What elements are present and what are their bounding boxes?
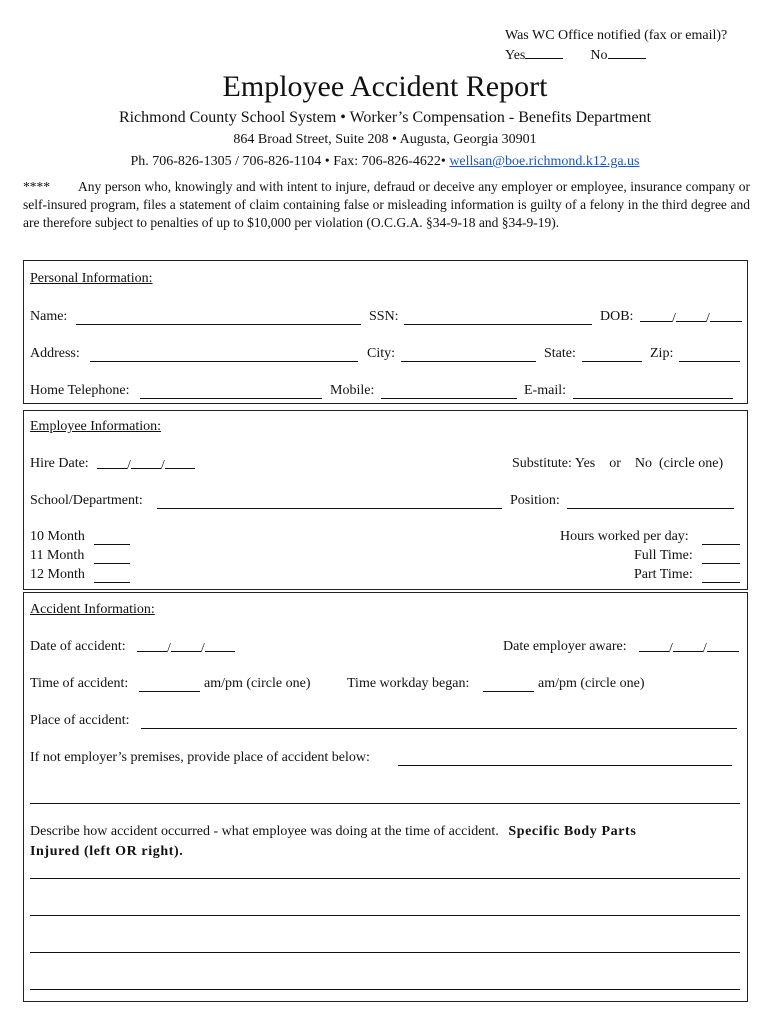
employee-info-heading: Employee Information: <box>30 419 162 434</box>
phone-fax: Ph. 706-826-1305 / 706-826-1104 • Fax: 706-826-4622• <box>130 154 446 169</box>
month11-label: 11 Month <box>30 548 85 563</box>
contact-line <box>0 154 770 170</box>
describe-line-c[interactable] <box>30 952 740 953</box>
ssn-label: SSN: <box>369 309 399 324</box>
wc-notified-answer <box>505 46 646 64</box>
fraud-warning <box>23 178 750 232</box>
name-field[interactable] <box>76 324 361 325</box>
time-workday-field[interactable] <box>483 691 534 692</box>
part-time-field[interactable] <box>702 582 740 583</box>
month12-field[interactable] <box>94 582 130 583</box>
body-parts-label-1: Specific Body Parts <box>508 824 637 839</box>
full-time-field[interactable] <box>702 563 740 564</box>
date-employer-aware-field[interactable]: / / <box>639 639 739 657</box>
describe-label: Describe how accident occurred - what employee was doing at the time of accident. <box>30 824 499 839</box>
city-field[interactable] <box>401 361 536 362</box>
date-of-accident-field[interactable]: / / <box>137 639 235 657</box>
warning-stars: **** <box>23 179 50 194</box>
full-time-label: Full Time: <box>634 548 693 563</box>
place-field[interactable] <box>141 728 737 729</box>
part-time-label: Part Time: <box>634 567 693 582</box>
school-dept-field[interactable] <box>157 508 502 509</box>
month12-label: 12 Month <box>30 567 85 582</box>
email-label: E-mail: <box>524 383 566 398</box>
not-premises-field[interactable] <box>398 765 732 766</box>
school-dept-label: School/Department: <box>30 493 143 508</box>
substitute-choice[interactable]: Substitute: Yes or No (circle one) <box>512 456 724 471</box>
hire-date-field[interactable]: / / <box>97 456 195 474</box>
dob-field[interactable]: / / <box>640 309 742 327</box>
describe-line-1 <box>30 824 636 840</box>
state-label: State: <box>544 346 576 361</box>
ampm-choice-1[interactable]: am/pm (circle one) <box>204 676 311 691</box>
page-subtitle: Richmond County School System • Worker’s Compensation - Benefits Department <box>118 109 652 126</box>
describe-line-b[interactable] <box>30 915 740 916</box>
date-employer-aware-label: Date employer aware: <box>503 639 627 654</box>
month10-label: 10 Month <box>30 529 85 544</box>
wc-yes-label: Yes <box>505 48 526 63</box>
dob-label: DOB: <box>600 309 634 324</box>
city-label: City: <box>367 346 396 361</box>
time-workday-label: Time workday began: <box>347 676 470 691</box>
page-title: Employee Accident Report <box>222 70 548 103</box>
describe-line-d[interactable] <box>30 989 740 990</box>
month10-field[interactable] <box>94 544 130 545</box>
position-field[interactable] <box>567 508 734 509</box>
address-label: Address: <box>30 346 80 361</box>
hire-date-label: Hire Date: <box>30 456 89 471</box>
position-label: Position: <box>510 493 560 508</box>
ssn-field[interactable] <box>404 324 592 325</box>
date-of-accident-label: Date of accident: <box>30 639 126 654</box>
wc-no-blank[interactable] <box>608 46 646 59</box>
body-parts-label-2: Injured (left OR right). <box>30 844 184 859</box>
zip-label: Zip: <box>650 346 674 361</box>
name-label: Name: <box>30 309 68 324</box>
time-of-accident-field[interactable] <box>139 691 200 692</box>
address-field[interactable] <box>90 361 358 362</box>
month11-field[interactable] <box>94 563 130 564</box>
hours-per-day-label: Hours worked per day: <box>560 529 689 544</box>
wc-no-label: No <box>590 48 608 63</box>
personal-info-heading: Personal Information: <box>30 271 153 286</box>
email-link[interactable]: wellsan@boe.richmond.k12.ga.us <box>449 154 640 169</box>
mobile-field[interactable] <box>381 398 517 399</box>
zip-field[interactable] <box>679 361 740 362</box>
home-phone-label: Home Telephone: <box>30 383 130 398</box>
office-address: 864 Broad Street, Suite 208 • Augusta, Georgia 30901 <box>233 132 537 147</box>
mobile-label: Mobile: <box>330 383 375 398</box>
wc-yes-blank[interactable] <box>525 46 563 59</box>
not-premises-line-2[interactable] <box>30 803 740 804</box>
describe-line-a[interactable] <box>30 878 740 879</box>
not-premises-label: If not employer’s premises, provide place of accident below: <box>30 750 370 765</box>
home-phone-field[interactable] <box>140 398 322 399</box>
email-field[interactable] <box>573 398 733 399</box>
hours-per-day-field[interactable] <box>702 544 740 545</box>
warning-text: Any person who, knowingly and with intent to injure, defraud or deceive any employer or employee, insurance company or self-insured program, files a statement of claim containing false or misleading information is guilty of a felony in the third degree and are therefore subject to penalties of up to $10,000 per violation (O.C.G.A. §34-9-18 and §34-9-19). <box>23 179 750 230</box>
place-label: Place of accident: <box>30 713 130 728</box>
accident-info-heading: Accident Information: <box>30 602 155 617</box>
time-of-accident-label: Time of accident: <box>30 676 129 691</box>
ampm-choice-2[interactable]: am/pm (circle one) <box>538 676 645 691</box>
state-field[interactable] <box>582 361 642 362</box>
wc-notified-question: Was WC Office notified (fax or email)? <box>505 28 728 43</box>
